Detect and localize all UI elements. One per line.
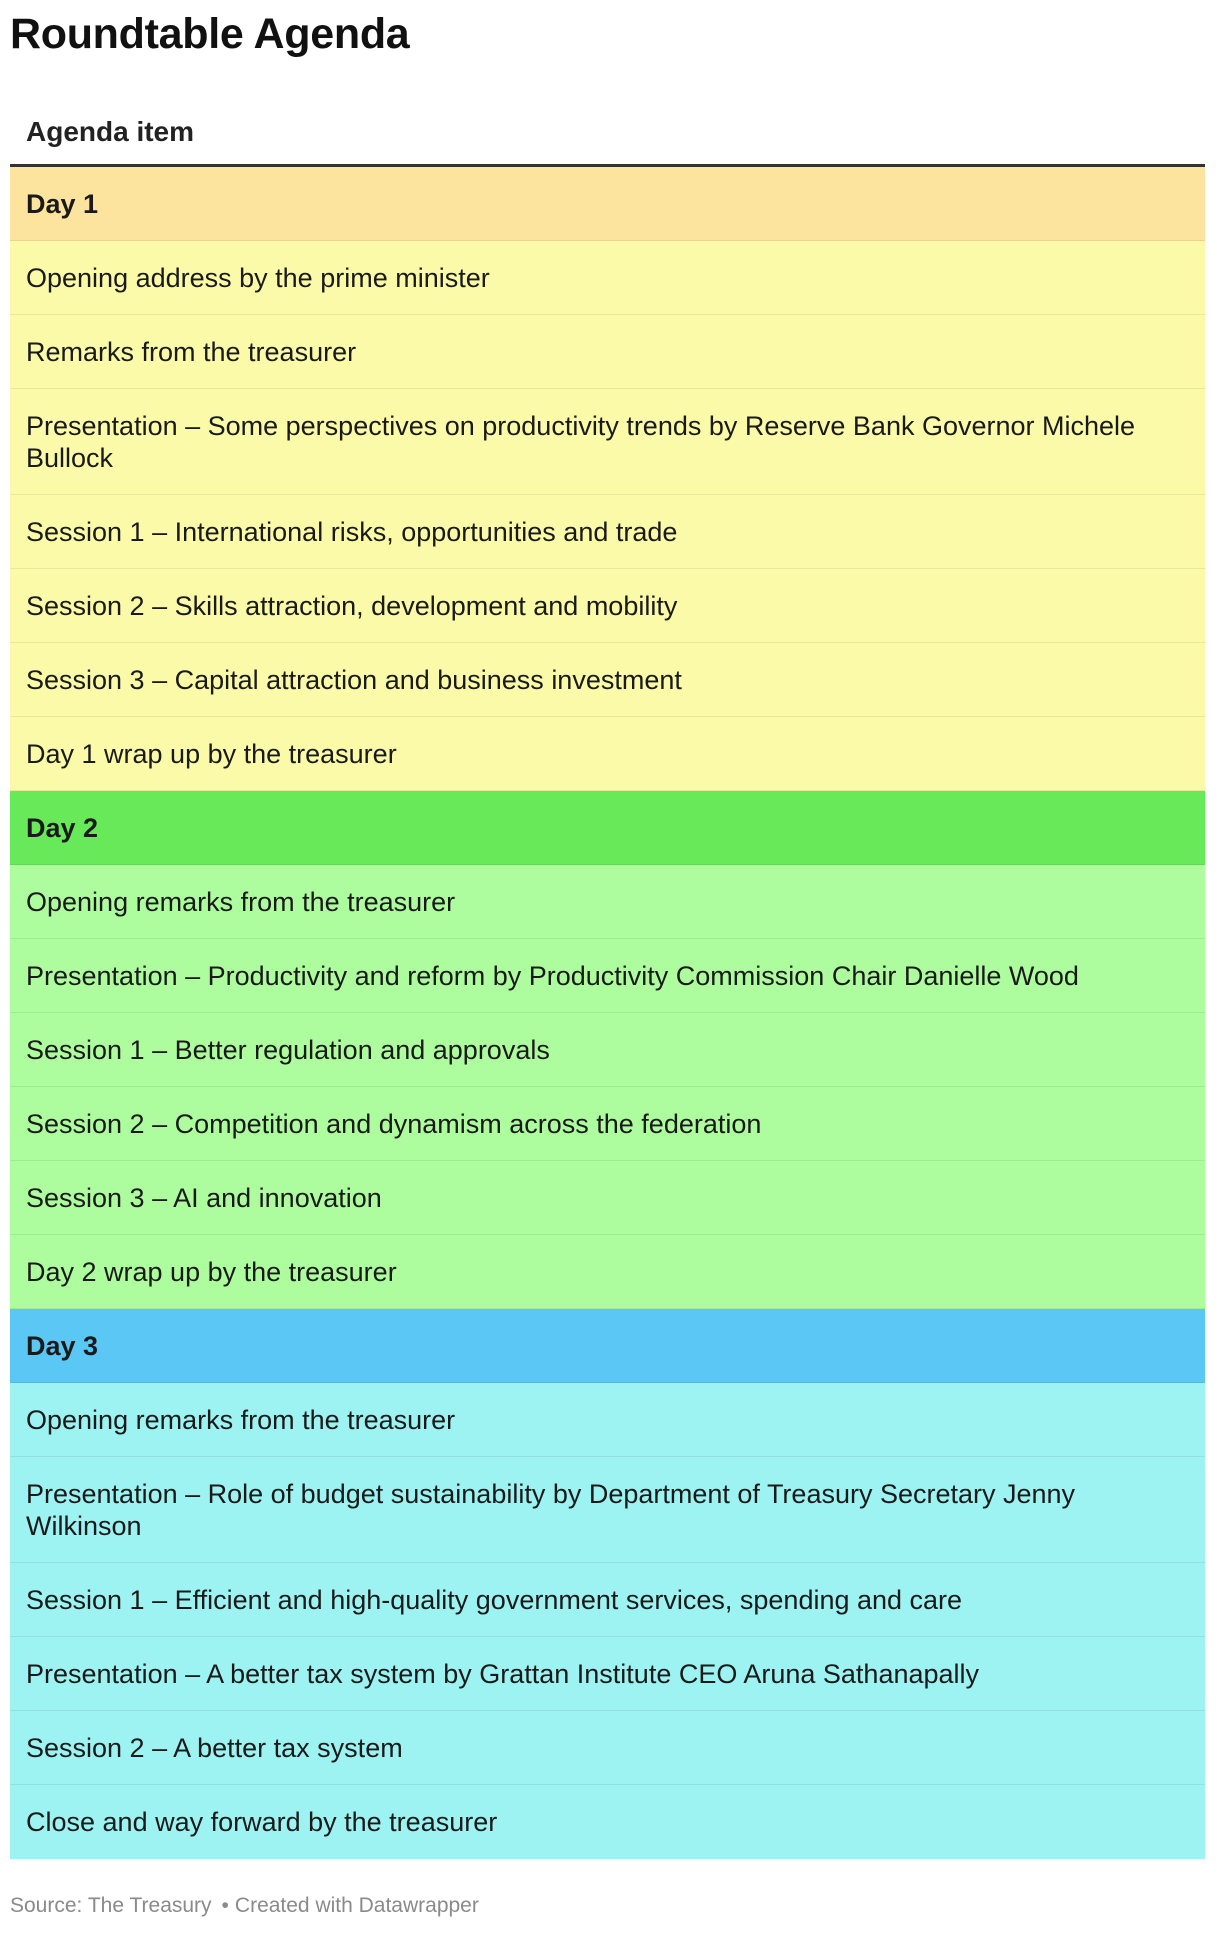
day-header-1: Day 1 xyxy=(10,167,1205,241)
agenda-item: Session 3 – Capital attraction and business investment xyxy=(10,643,1205,717)
agenda-item: Day 2 wrap up by the treasurer xyxy=(10,1235,1205,1309)
agenda-rows xyxy=(10,167,1205,1859)
day-header-3: Day 3 xyxy=(10,1309,1205,1383)
agenda-item: Session 1 – Efficient and high-quality government services, spending and care xyxy=(10,1563,1205,1637)
agenda-item: Session 2 – Competition and dynamism across the federation xyxy=(10,1087,1205,1161)
agenda-item: Day 1 wrap up by the treasurer xyxy=(10,717,1205,791)
agenda-item: Session 2 – A better tax system xyxy=(10,1711,1205,1785)
agenda-item: Presentation – Some perspectives on productivity trends by Reserve Bank Governor Michele Bullock xyxy=(10,389,1205,495)
agenda-item: Presentation – A better tax system by Grattan Institute CEO Aruna Sathanapally xyxy=(10,1637,1205,1711)
day-header-2: Day 2 xyxy=(10,791,1205,865)
agenda-item: Opening remarks from the treasurer xyxy=(10,865,1205,939)
agenda-item: Presentation – Productivity and reform by Productivity Commission Chair Danielle Wood xyxy=(10,939,1205,1013)
credit-text: Created with Datawrapper xyxy=(234,1894,479,1917)
agenda-table xyxy=(10,108,1205,1859)
agenda-item: Remarks from the treasurer xyxy=(10,315,1205,389)
agenda-item: Opening address by the prime minister xyxy=(10,241,1205,315)
agenda-item: Close and way forward by the treasurer xyxy=(10,1785,1205,1859)
footer-separator: • xyxy=(221,1894,229,1917)
page-title: Roundtable Agenda xyxy=(10,10,410,58)
agenda-item: Session 3 – AI and innovation xyxy=(10,1161,1205,1235)
column-header: Agenda item xyxy=(10,108,1205,167)
agenda-item: Session 2 – Skills attraction, development and mobility xyxy=(10,569,1205,643)
agenda-item: Presentation – Role of budget sustainability by Department of Treasury Secretary Jenny Wilkinson xyxy=(10,1457,1205,1563)
agenda-item: Session 1 – Better regulation and approvals xyxy=(10,1013,1205,1087)
source-text: Source: The Treasury xyxy=(10,1894,212,1917)
agenda-item: Session 1 – International risks, opportunities and trade xyxy=(10,495,1205,569)
footer xyxy=(10,1894,479,1918)
agenda-item: Opening remarks from the treasurer xyxy=(10,1383,1205,1457)
